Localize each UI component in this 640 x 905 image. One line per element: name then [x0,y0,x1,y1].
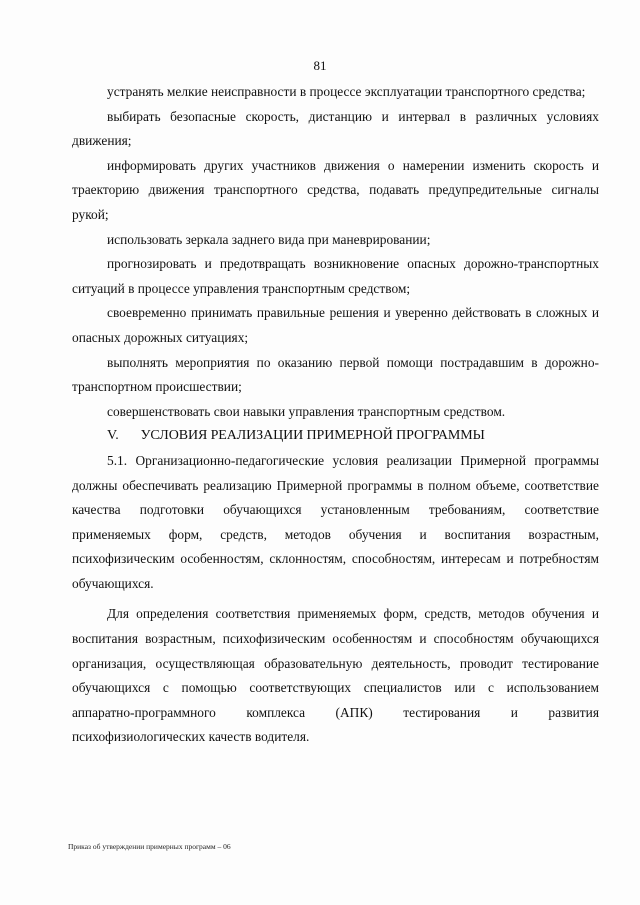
page-content [72,80,599,750]
section-title: УСЛОВИЯ РЕАЛИЗАЦИИ ПРИМЕРНОЙ ПРОГРАММЫ [140,428,485,444]
section-number: V. [107,428,119,444]
list-item: информировать других участников движения о намерении изменить скорость и траекторию движения транспортного средства, подавать предупредительные сигналы рукой; [72,157,599,222]
page-number: 81 [313,58,327,73]
list-item: устранять мелкие неисправности в процессе эксплуатации транспортного средства; [107,84,586,99]
paragraph: 5.1. Организационно-педагогические условия реализации Примерной программы должны обеспечивать реализацию Примерной программы в полном объеме, соответствие качества подготовки обучающихся установленным требованиям, соответствие применяемых форм, средств, методов обучения и воспитания возрастным, психофизическим особенностям, склонностям, способностям, интересам и потребностям обучающихся. [72,452,599,591]
section-heading [72,424,599,449]
footer-note: Приказ об утверждении примерных программ – 06 [68,842,231,851]
list-item: своевременно принимать правильные решения и уверенно действовать в сложных и опасных дорожных ситуациях; [72,305,599,345]
list-item: выполнять мероприятия по оказанию первой помощи пострадавшим в дорожно-транспортном происшествии; [72,354,599,395]
list-item: использовать зеркала заднего вида при маневрировании; [107,231,431,247]
list-item: прогнозировать и предотвращать возникновение опасных дорожно-транспортных ситуаций в процессе управления транспортным средством; [72,256,599,296]
paragraph: Для определения соответствия применяемых форм, средств, методов обучения и воспитания возрастным, психофизическим особенностям и способностям обучающихся организация, осуществляющая образовательную деятельность, проводит тестирование обучающихся с помощью соответствующих специалистов или с использованием аппаратно-программного комплекса (АПК) тестирования и развития психофизиологических качеств водителя. [72,606,599,745]
list-item: выбирать безопасные скорость, дистанцию и интервал в различных условиях движения; [72,108,599,149]
list-item: совершенствовать свои навыки управления транспортным средством. [107,403,506,419]
